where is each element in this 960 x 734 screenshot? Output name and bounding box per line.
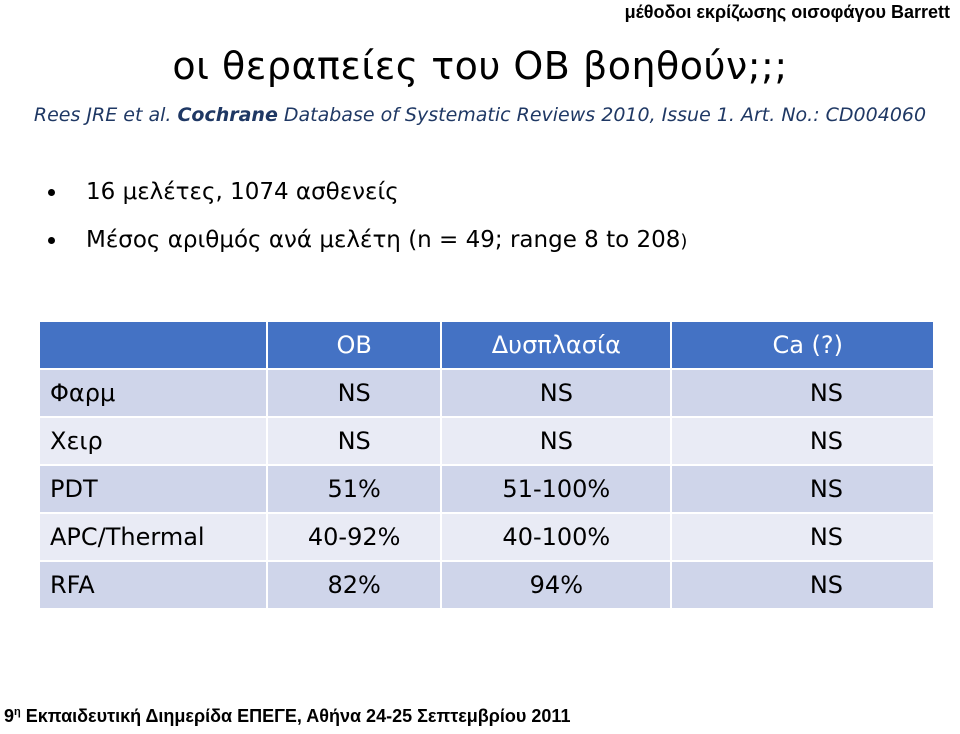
- bullet-dot-icon: [48, 189, 55, 196]
- row-label: RFA: [39, 561, 267, 609]
- cell-ca: NS: [671, 465, 934, 513]
- footer: [4, 706, 570, 727]
- footer-superscript: η: [14, 706, 21, 718]
- cell-dysplasia: 51-100%: [441, 465, 671, 513]
- cell-dysplasia: 94%: [441, 561, 671, 609]
- cell-ca: NS: [671, 513, 934, 561]
- cell-ca: NS: [671, 417, 934, 465]
- column-header-ca: Ca (?): [671, 321, 934, 369]
- cell-ob: 51%: [267, 465, 441, 513]
- footer-text: Εκπαιδευτική Διημερίδα ΕΠΕΓΕ, Αθήνα 24-25 Σεπτεμβρίου 2011: [20, 706, 571, 726]
- row-label: APC/Thermal: [39, 513, 267, 561]
- footer-number: 9: [4, 706, 15, 726]
- row-label: Χειρ: [39, 417, 267, 465]
- row-label: Φαρμ: [39, 369, 267, 417]
- table-row: [39, 369, 934, 417]
- cell-dysplasia: 40-100%: [441, 513, 671, 561]
- cell-ob: NS: [267, 417, 441, 465]
- column-header-ob: ΟΒ: [267, 321, 441, 369]
- slide-title: οι θεραπείες του ΟΒ βοηθούν;;;: [172, 44, 788, 88]
- table-row: [39, 561, 934, 609]
- table-row: [39, 513, 934, 561]
- bullet-item: [48, 177, 687, 207]
- cell-dysplasia: NS: [441, 369, 671, 417]
- bullet-item: [48, 225, 687, 255]
- bullet-dot-icon: [48, 237, 55, 244]
- cell-ob: NS: [267, 369, 441, 417]
- citation-details: Database of Systematic Reviews 2010, Issue 1. Art. No.: CD004060: [277, 104, 927, 126]
- column-header-empty: [39, 321, 267, 369]
- table-row: [39, 465, 934, 513]
- bullet-text: Μέσος αριθμός ανά μελέτη (n = 49; range 8 to 208: [86, 227, 681, 253]
- bullet-list: [48, 177, 687, 273]
- cell-ob: 82%: [267, 561, 441, 609]
- cell-dysplasia: NS: [441, 417, 671, 465]
- citation-authors: Rees JRE et al.: [33, 104, 178, 126]
- cell-ob: 40-92%: [267, 513, 441, 561]
- bullet-text: 16 μελέτες, 1074 ασθενείς: [86, 179, 399, 205]
- table-row: [39, 417, 934, 465]
- results-table: [38, 320, 935, 610]
- column-header-dysplasia: Δυσπλασία: [441, 321, 671, 369]
- row-label: PDT: [39, 465, 267, 513]
- table-header-row: [39, 321, 934, 369]
- citation-source: Cochrane: [177, 104, 278, 126]
- bullet-suffix: ): [680, 231, 688, 252]
- citation: [0, 104, 960, 126]
- header-label: μέθοδοι εκρίζωσης οισοφάγου Barrett: [624, 2, 950, 22]
- cell-ca: NS: [671, 561, 934, 609]
- cell-ca: NS: [671, 369, 934, 417]
